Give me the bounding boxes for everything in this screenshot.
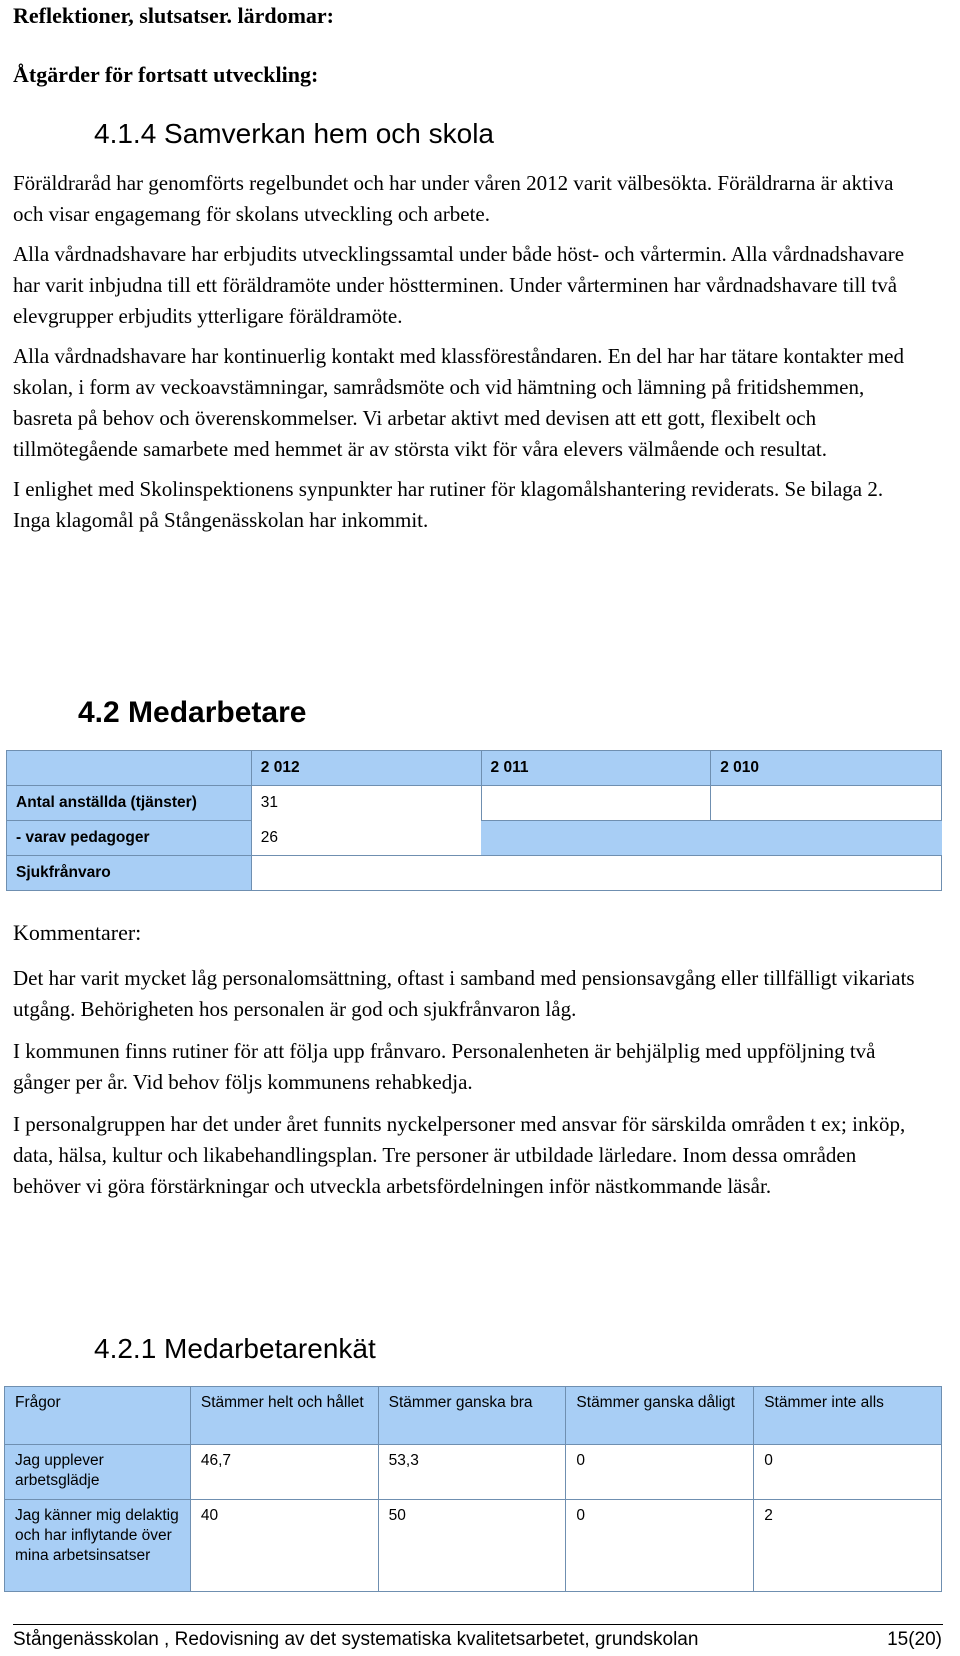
staff-row-label: Sjukfrånvaro	[7, 856, 252, 891]
footer-text: Stångenässkolan , Redovisning av det systematiska kvalitetsarbetet, grundskolan	[13, 1629, 699, 1650]
staff-row-label: Antal anställda (tjänster)	[7, 786, 252, 821]
heading-atgarder: Åtgärder för fortsatt utveckling:	[13, 62, 319, 87]
survey-header-row	[5, 1387, 942, 1445]
heading-kommentarer: Kommentarer:	[13, 920, 142, 945]
staff-header-empty	[7, 751, 252, 786]
heading-medarbetarenkat: 4.2.1 Medarbetarenkät	[94, 1333, 376, 1364]
staff-cell	[251, 856, 481, 891]
samverkan-paragraph-2: Alla vårdnadshavare har erbjudits utvecklingssamtal under både höst- och vårtermin. Alla vårdnadshavare har varit inbjudna till ett föräldramöte under höstterminen. Under vårterminen har vårdnadshavare till två elevgrupper erbjudits ytterligare föräldramöte.	[13, 242, 905, 328]
heading-samverkan: 4.1.4 Samverkan hem och skola	[94, 118, 494, 149]
heading-reflektioner: Reflektioner, slutsatser. lärdomar:	[13, 3, 334, 28]
footer-page-number: 15(20)	[887, 1629, 942, 1650]
survey-cell: 2	[754, 1500, 942, 1592]
staff-cell	[711, 786, 942, 821]
staff-cell	[711, 856, 942, 891]
staff-row-label: - varav pedagoger	[7, 821, 252, 856]
survey-header: Frågor	[5, 1387, 191, 1445]
survey-cell: 0	[566, 1445, 754, 1500]
kommentar-paragraph-2: I kommunen finns rutiner för att följa upp frånvaro. Personalenheten är behjälplig med uppföljning två gånger per år. Vid behov följs kommunens rehabkedja.	[13, 1039, 876, 1094]
table-row	[7, 821, 942, 856]
samverkan-paragraph-4: I enlighet med Skolinspektionens synpunkter har rutiner för klagomålshantering reviderats. Se bilaga 2. Inga klagomål på Stångenässkolan har inkommit.	[13, 477, 884, 532]
table-row	[5, 1445, 942, 1500]
heading-medarbetare: 4.2 Medarbetare	[78, 696, 307, 729]
table-row	[7, 856, 942, 891]
samverkan-paragraph-1: Föräldraråd har genomförts regelbundet och har under våren 2012 varit välbesökta. Föräldrarna är aktiva och visar engagemang för skolans utveckling och arbete.	[13, 171, 894, 226]
survey-cell: 50	[378, 1500, 566, 1592]
staff-year-2010: 2 010	[711, 751, 942, 786]
survey-header: Stämmer ganska dåligt	[566, 1387, 754, 1445]
survey-table	[4, 1386, 942, 1592]
staff-cell: 26	[251, 821, 481, 856]
staff-table	[6, 750, 942, 891]
staff-cell	[481, 786, 711, 821]
survey-cell: 53,3	[378, 1445, 566, 1500]
kommentar-paragraph-1: Det har varit mycket låg personalomsättning, oftast i samband med pensionsavgång eller tillfälligt vikariats utgång. Behörigheten hos personalen är god och sjukfrånvaron låg.	[13, 966, 915, 1021]
survey-cell: 0	[566, 1500, 754, 1592]
survey-cell: 46,7	[190, 1445, 378, 1500]
survey-header: Stämmer ganska bra	[378, 1387, 566, 1445]
samverkan-section	[13, 168, 918, 536]
staff-cell	[711, 821, 942, 856]
kommentar-paragraph-3: I personalgruppen har det under året funnits nyckelpersoner med ansvar för särskilda områden t ex; inköp, data, hälsa, kultur och likabehandlingsplan. Tre personer är utbildade lärledare. Inom dessa områden behöver vi göra förstärkningar och utveckla arbetsfördelningen inför nästkommande läsår.	[13, 1112, 906, 1198]
staff-year-2011: 2 011	[481, 751, 711, 786]
staff-cell	[481, 821, 711, 856]
survey-header: Stämmer inte alls	[754, 1387, 942, 1445]
survey-cell: 0	[754, 1445, 942, 1500]
footer-rule	[13, 1624, 943, 1625]
kommentarer-section	[13, 963, 923, 1202]
staff-cell	[481, 856, 711, 891]
survey-header: Stämmer helt och hållet	[190, 1387, 378, 1445]
staff-header-row	[7, 751, 942, 786]
table-row	[7, 786, 942, 821]
staff-cell: 31	[251, 786, 481, 821]
survey-question: Jag känner mig delaktig och har inflytande över mina arbetsinsatser	[5, 1500, 191, 1592]
staff-year-2012: 2 012	[251, 751, 481, 786]
survey-cell: 40	[190, 1500, 378, 1592]
samverkan-paragraph-3: Alla vårdnadshavare har kontinuerlig kontakt med klassföreståndaren. En del har har tätare kontakter med skolan, i form av veckoavstämningar, samrådsmöte och vid hämtning och lämning på fritidshemmen, basreta på behov och överenskommelser. Vi arbetar aktivt med devisen att ett gott, flexibelt och tillmötegående samarbete med hemmet är av största vikt för våra elevers välmående och resultat.	[13, 344, 904, 461]
table-row	[5, 1500, 942, 1592]
survey-question: Jag upplever arbetsglädje	[5, 1445, 191, 1500]
